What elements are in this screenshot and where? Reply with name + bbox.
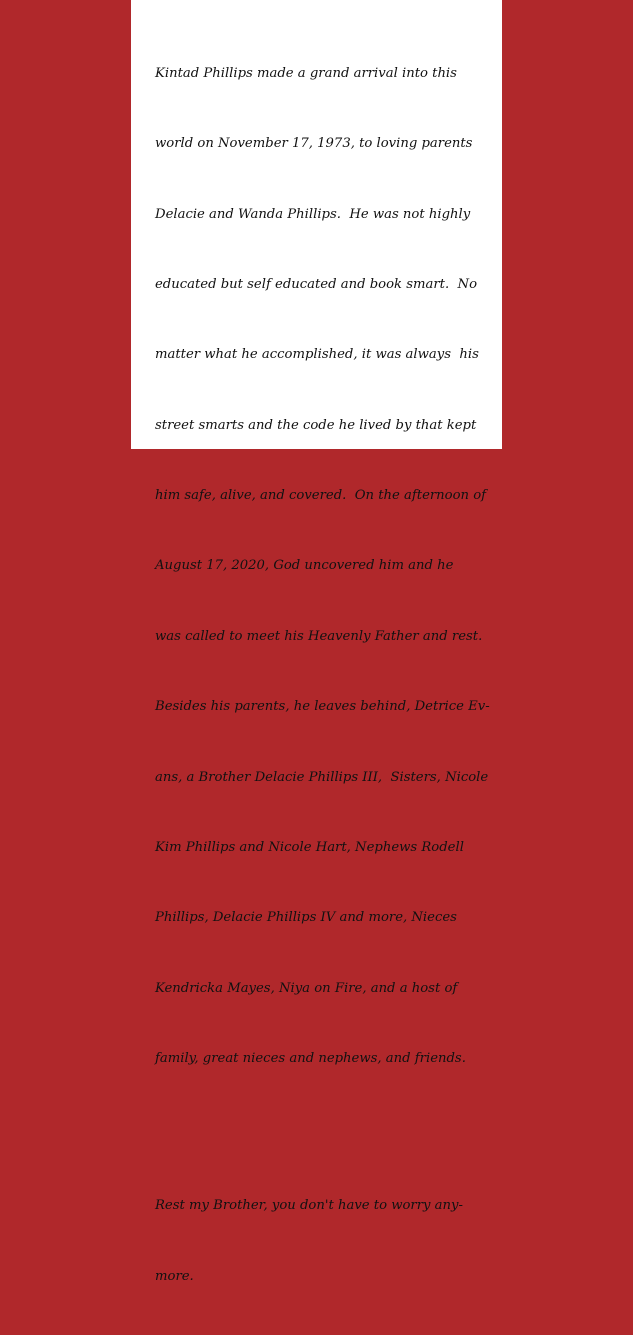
text-line: more. [155,1268,194,1284]
text-line: Kendricka Mayes, Niya on Fire, and a host of [155,980,458,996]
text-line: street smarts and the code he lived by that kept [155,417,477,433]
text-line: educated but self educated and book smart. No [155,276,478,292]
text-line: Kim Phillips and Nicole Hart, Nephews Rodell [155,839,464,855]
text-line: him safe, alive, and covered. On the afternoon of [155,488,487,504]
text-line: Rest my Brother, you don't have to worry any- [155,1198,463,1214]
text-line: ans, a Brother Delacie Phillips III, Sisters, Nicole [155,769,489,785]
obituary-paragraph [155,15,502,1117]
document-page [131,0,502,1284]
text-line: Phillips, Delacie Phillips IV and more, Nieces [155,910,457,926]
paragraph-spacer [155,1117,502,1147]
text-line: Besides his parents, he leaves behind, Detrice Ev- [155,699,490,715]
text-line: August 17, 2020, God uncovered him and he [155,558,454,574]
text-line: was called to meet his Heavenly Father and rest. [155,628,483,644]
closing-paragraph [155,1147,502,1335]
text-line: world on November 17, 1973, to loving parents [155,136,473,152]
text-line: matter what he accomplished, it was always his [155,347,479,363]
text-line: Kintad Phillips made a grand arrival into this [155,65,457,81]
text-line: Delacie and Wanda Phillips. He was not highly [155,206,471,222]
text-line: family, great nieces and nephews, and friends. [155,1050,466,1066]
